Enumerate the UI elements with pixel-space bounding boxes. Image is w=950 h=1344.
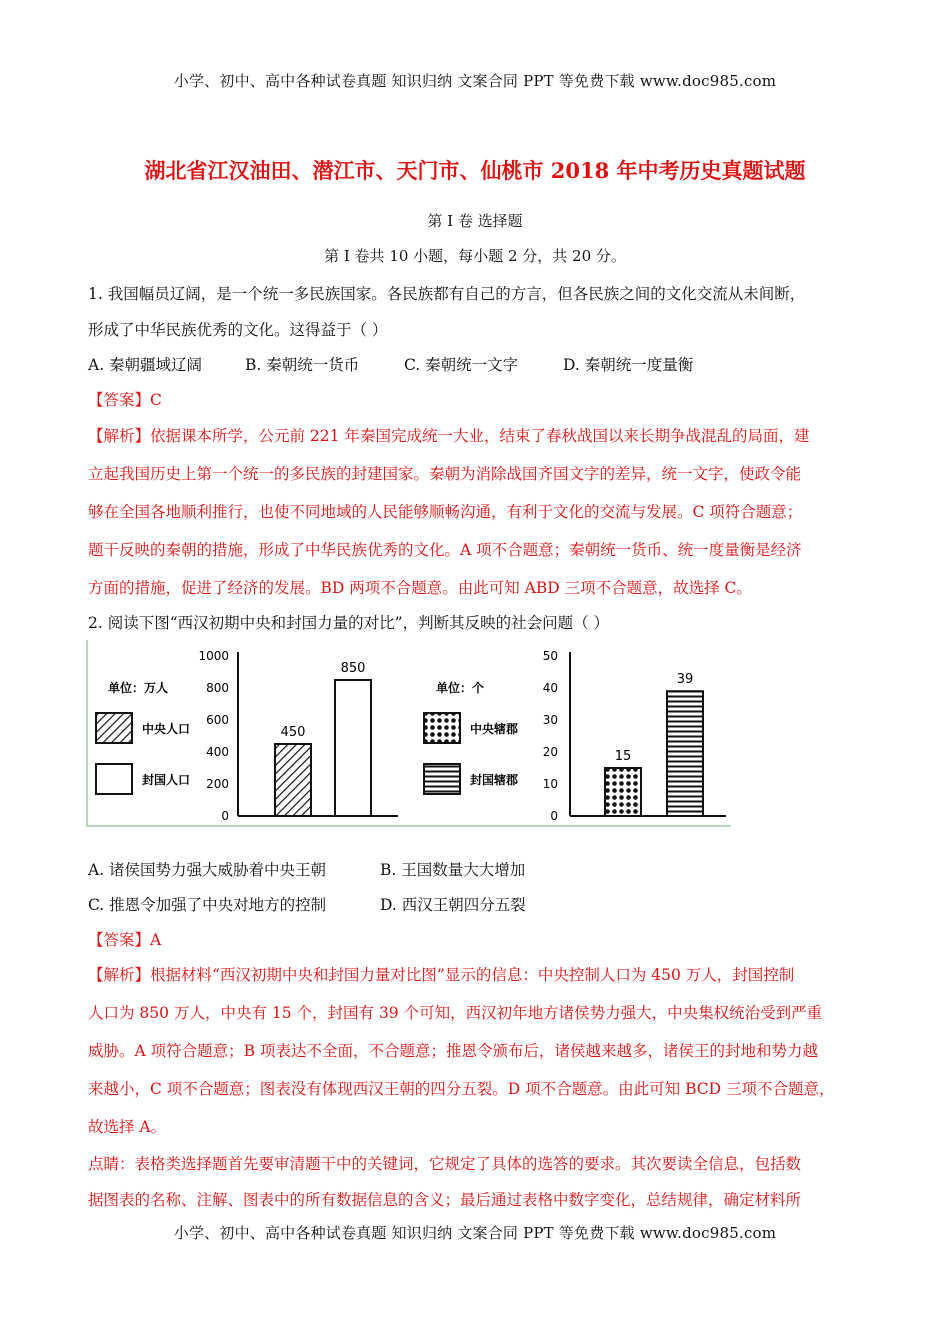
q2-stem: 2. 阅读下图“西汉初期中央和封国力量的对比”，判断其反映的社会问题（ ） <box>88 614 609 632</box>
chart2-bar-label-central: 15 <box>614 749 632 764</box>
q1-analysis-line3: 够在全国各地顺利推行，也使不同地域的人民能够顺畅沟通，有利于文化的交流与发展。C 项符合题意； <box>88 503 803 521</box>
chart1-bar-feudal <box>335 680 371 816</box>
q1-analysis-line2: 立起我国历史上第一个统一的多民族的封建国家。秦朝为消除战国齐国文字的差异，统一文字，使政令能 <box>88 465 802 483</box>
chart2-ytick: 20 <box>542 745 558 759</box>
chart1-bar-label-central: 450 <box>280 725 306 740</box>
chart1-bar-label-feudal: 850 <box>340 661 366 676</box>
q2-answer: 【答案】A <box>88 931 162 949</box>
q2-analysis-line3: 威胁。A 项符合题意；B 项表达不全面，不合题意；推恩令颁布后，诸侯越来越多，诸侯王的封地和势力越 <box>88 1042 818 1060</box>
chart1-unit-label: 单位：万人 <box>108 681 169 695</box>
q2-option-c: C. 推恩令加强了中央对地方的控制 <box>88 896 327 914</box>
q1-analysis-line4: 题干反映的秦朝的措施，形成了中华民族优秀的文化。A 项不合题意；秦朝统一货币、统一度量衡是经济 <box>88 541 802 559</box>
section-desc: 第 I 卷共 10 小题，每小题 2 分，共 20 分。 <box>324 247 626 265</box>
chart1-ytick: 0 <box>221 809 229 823</box>
q1-option-d: D. 秦朝统一度量衡 <box>563 356 694 374</box>
power-comparison-chart <box>86 640 731 830</box>
q2-option-d: D. 西汉王朝四分五裂 <box>380 896 526 914</box>
q1-option-b: B. 秦朝统一货币 <box>245 356 360 374</box>
chart1-bar-central <box>275 744 311 816</box>
q1-stem-line1: 1. 我国幅员辽阔，是一个统一多民族国家。各民族都有自己的方言，但各民族之间的文化交流从未间断， <box>88 285 806 303</box>
chart2-ytick: 0 <box>550 809 558 823</box>
page-header: 小学、初中、高中各种试卷真题 知识归纳 文案合同 PPT 等免费下载 www.doc985.com <box>173 72 777 90</box>
chart1-legend-swatch-feudal <box>96 764 132 794</box>
chart2-legend-central: 中央辖郡 <box>470 722 519 736</box>
q2-analysis-line1: 【解析】根据材料“西汉初期中央和封国力量对比图”显示的信息：中央控制人口为 450 万人，封国控制 <box>88 966 795 984</box>
chart2-legend-swatch-feudal <box>424 764 460 794</box>
page-title: 湖北省江汉油田、潜江市、天门市、仙桃市 2018 年中考历史真题试题 <box>144 158 806 183</box>
q2-tips-line2: 据图表的名称、注解、图表中的所有数据信息的含义；最后通过表格中数字变化，总结规律，确定材料所 <box>88 1191 802 1209</box>
chart2-ytick: 50 <box>542 649 558 663</box>
chart2-ytick: 10 <box>542 777 558 791</box>
chart2-ytick: 40 <box>542 681 558 695</box>
q2-analysis-line4: 来越小，C 项不合题意；图表没有体现西汉王朝的四分五裂。D 项不合题意。由此可知 BCD 三项不合题意， <box>88 1080 835 1098</box>
q2-option-a: A. 诸侯国势力强大威胁着中央王朝 <box>88 861 327 879</box>
chart2-legend-swatch-central <box>424 713 460 743</box>
q2-analysis-line5: 故选择 A。 <box>88 1118 167 1136</box>
q1-analysis-line1: 【解析】依据课本所学，公元前 221 年秦国完成统一大业，结束了春秋战国以来长期争战混乱的局面，建 <box>88 427 810 445</box>
chart1-ytick: 200 <box>206 777 229 791</box>
chart1-ytick: 400 <box>206 745 229 759</box>
q2-analysis-line2: 人口为 850 万人，中央有 15 个，封国有 39 个可知，西汉初年地方诸侯势力强大，中央集权统治受到严重 <box>88 1004 823 1022</box>
chart1-ytick: 800 <box>206 681 229 695</box>
chart2-legend-feudal: 封国辖郡 <box>470 773 519 787</box>
q2-option-b: B. 王国数量大大增加 <box>380 861 526 879</box>
chart2-ytick: 30 <box>542 713 558 727</box>
q1-option-a: A. 秦朝疆域辽阔 <box>88 356 203 374</box>
chart1-ytick: 1000 <box>198 649 229 663</box>
q2-tips-line1: 点睛：表格类选择题首先要审清题干中的关键词，它规定了具体的选答的要求。其次要读全信息，包括数 <box>88 1155 802 1173</box>
chart2-bar-feudal <box>667 691 703 816</box>
q1-answer: 【答案】C <box>88 391 162 409</box>
chart1-legend-central: 中央人口 <box>142 722 191 736</box>
q1-analysis-line5: 方面的措施，促进了经济的发展。BD 两项不合题意。由此可知 ABD 三项不合题意，故选择 C。 <box>88 579 752 597</box>
section-name: 第 I 卷 选择题 <box>427 212 523 230</box>
chart1-legend-feudal: 封国人口 <box>142 773 191 787</box>
chart2-unit-label: 单位：个 <box>436 681 485 695</box>
chart2-bar-central <box>605 768 641 816</box>
chart2-bar-label-feudal: 39 <box>676 672 694 688</box>
q1-option-c: C. 秦朝统一文字 <box>404 356 519 374</box>
chart1-legend-swatch-central <box>96 713 132 743</box>
page-footer: 小学、初中、高中各种试卷真题 知识归纳 文案合同 PPT 等免费下载 www.doc985.com <box>173 1224 777 1242</box>
q1-stem-line2: 形成了中华民族优秀的文化。这得益于（ ） <box>88 321 388 339</box>
chart1-ytick: 600 <box>206 713 229 727</box>
